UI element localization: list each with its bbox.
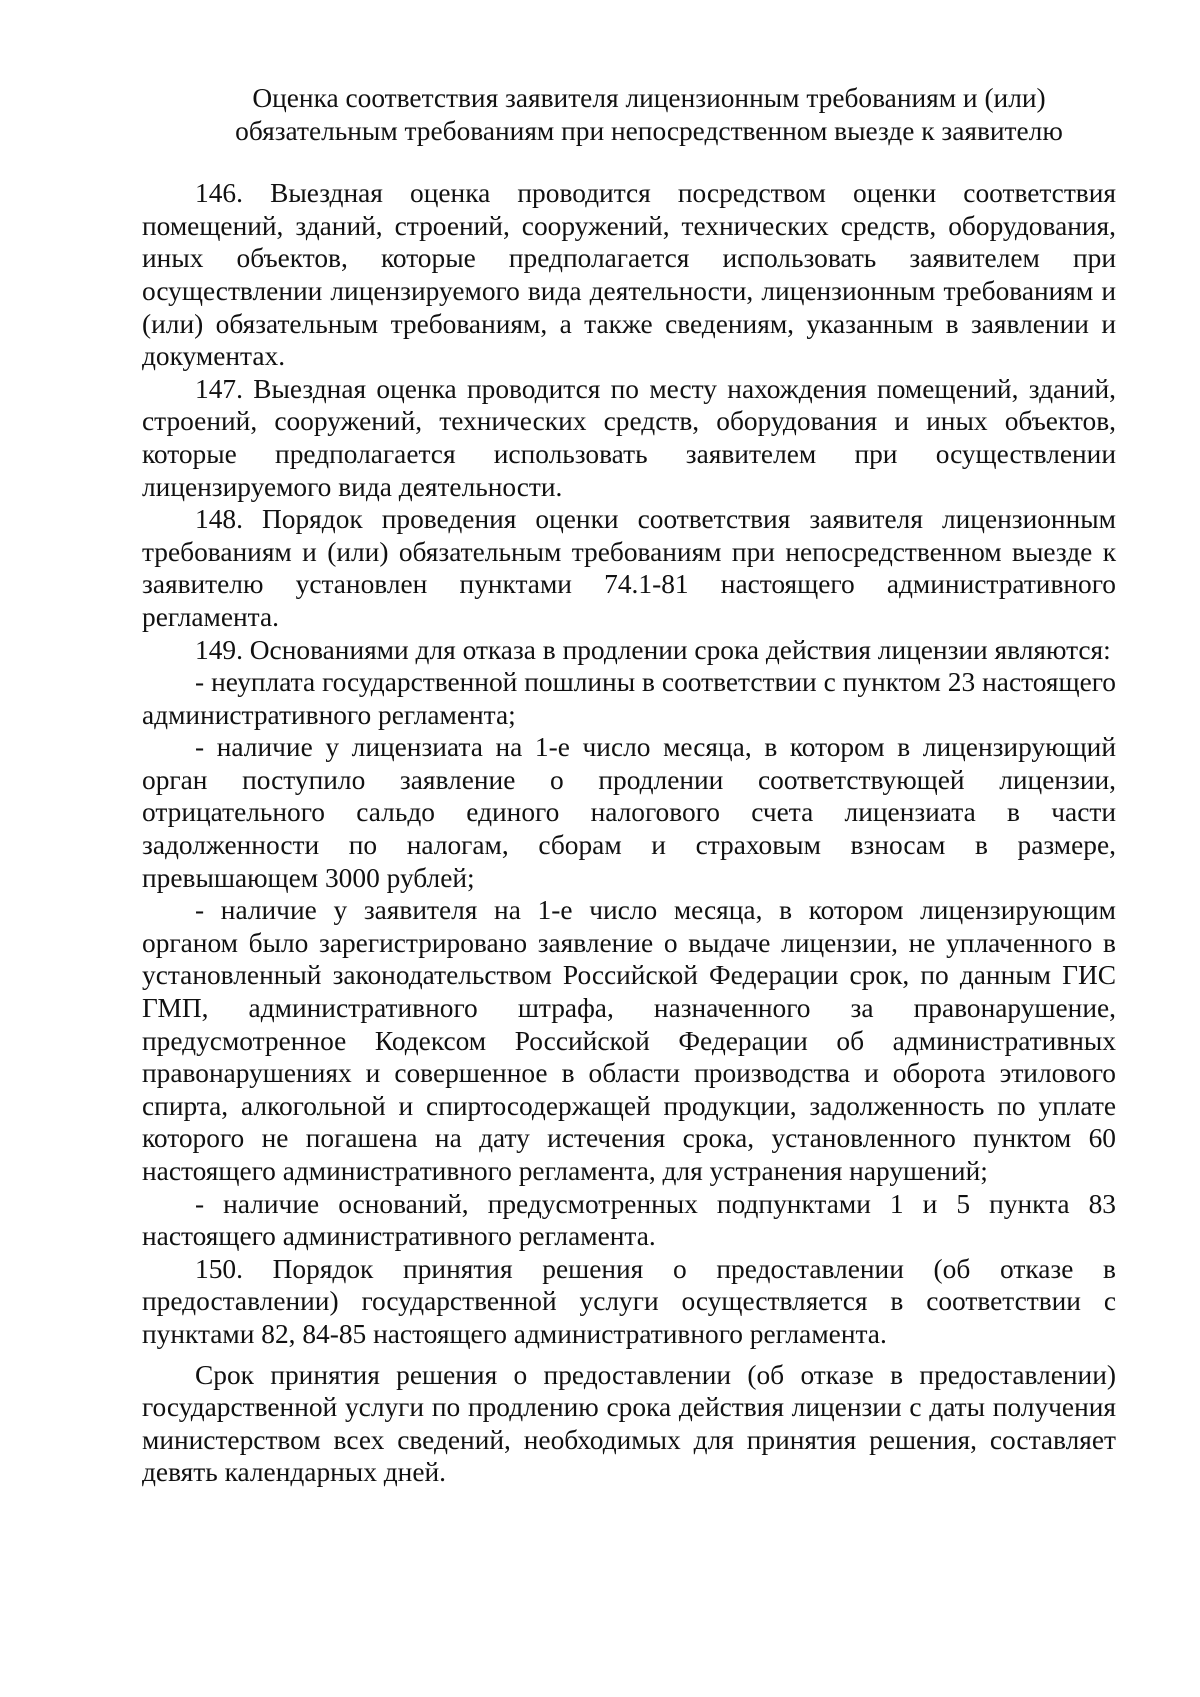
heading-line-1: Оценка соответствия заявителя лицензионным требованиям и (или) xyxy=(252,83,1046,113)
heading-line-2: обязательным требованиям при непосредственном выезде к заявителю xyxy=(235,115,1063,146)
list-item-state-fee: - неуплата государственной пошлины в соответствии с пунктом 23 настоящего административного регламента; xyxy=(142,667,1116,730)
paragraph-147: 147. Выездная оценка проводится по месту нахождения помещений, зданий, строений, сооружений, технических средств, оборудования и иных объектов, которые предполагается использовать заявителем при осуществлении лицензируемого вида деятельности. xyxy=(142,373,1116,502)
list-item-grounds: - наличие оснований, предусмотренных подпунктами 1 и 5 пункта 83 настоящего административного регламента. xyxy=(142,1188,1116,1252)
paragraph-149: 149. Основаниями для отказа в продлении срока действия лицензии являются: xyxy=(195,634,1111,665)
list-item-negative-balance: - наличие у лицензиата на 1-е число месяца, в котором в лицензирующий орган поступило заявление о продлении соответствующей лицензии, отрицательного сальдо единого налогового счета лицензиата в части задолженности по налогам, сборам и страховым взносам в размере, превышающем 3000 рублей; xyxy=(142,732,1116,893)
paragraph-146: 146. Выездная оценка проводится посредством оценки соответствия помещений, зданий, строений, сооружений, технических средств, оборудования, иных объектов, которые предполагается использовать заявителем при осуществлении лицензируемого вида деятельности, лицензионным требованиям и (или) обязательным требованиям, а также сведениям, указанным в заявлении и документах. xyxy=(142,178,1116,372)
document-page xyxy=(142,82,1116,1489)
list-item-unpaid-fine: - наличие у заявителя на 1-е число месяца, в котором лицензирующим органом было зарегистрировано заявление о выдаче лицензии, не уплаченного в установленный законодательством Российской Федерации срок, по данным ГИС ГМП, административного штрафа, назначенного за правонарушение, предусмотренное Кодексом Российской Федерации об административных правонарушениях и совершенное в области производства и оборота этилового спирта, алкогольной и спиртосодержащей продукции, задолженность по уплате которого не погашена на дату истечения срока, установленного пунктом 60 настоящего административного регламента, для устранения нарушений; xyxy=(142,895,1116,1186)
paragraph-decision-term: Срок принятия решения о предоставлении (об отказе в предоставлении) государственной услуги по продлению срока действия лицензии с даты получения министерством всех сведений, необходимых для принятия решения, составляет девять календарных дней. xyxy=(142,1359,1116,1488)
paragraph-148: 148. Порядок проведения оценки соответствия заявителя лицензионным требованиям и (или) обязательным требованиям при непосредственном выезде к заявителю установлен пунктами 74.1-81 настоящего административного регламента. xyxy=(142,504,1116,632)
section-heading xyxy=(142,82,1116,147)
paragraph-150: 150. Порядок принятия решения о предоставлении (об отказе в предоставлении) государственной услуги осуществляется в соответствии с пунктами 82, 84-85 настоящего административного регламента. xyxy=(142,1253,1116,1349)
